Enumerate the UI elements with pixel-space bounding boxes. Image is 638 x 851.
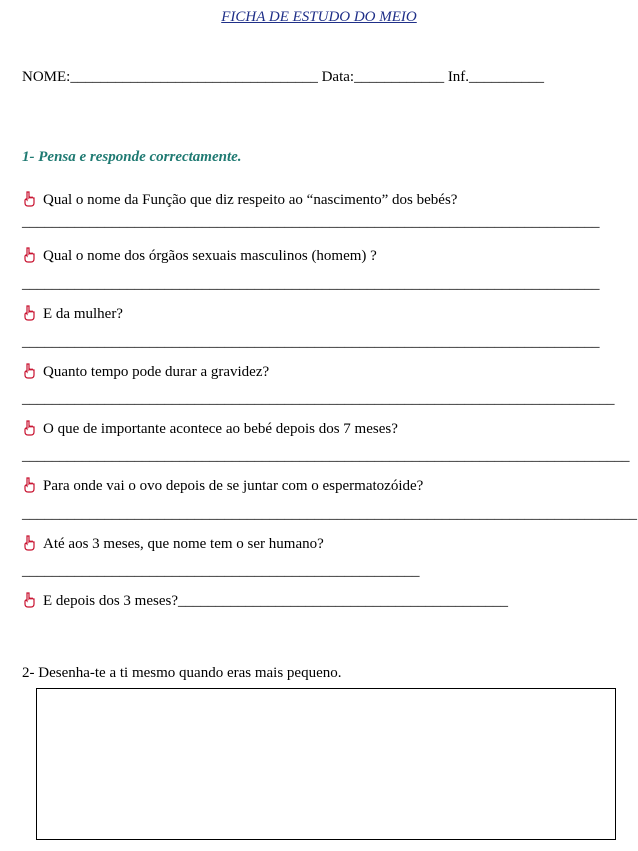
- page-title: FICHA DE ESTUDO DO MEIO: [221, 9, 417, 25]
- pointing-hand-icon: [22, 477, 36, 493]
- question-text: E da mulher?: [43, 306, 123, 322]
- question-4: [22, 363, 269, 381]
- question-1: [22, 191, 457, 209]
- pointing-hand-icon: [22, 592, 36, 608]
- question-text: Para onde vai o ovo depois de se juntar com o espermatozóide?: [43, 478, 424, 494]
- question-text: Qual o nome dos órgãos sexuais masculinos (homem) ?: [43, 248, 377, 264]
- question-text: Qual o nome da Função que diz respeito ao “nascimento” dos bebés?: [43, 192, 458, 208]
- question-text: O que de importante acontece ao bebé depois dos 7 meses?: [43, 421, 398, 437]
- pointing-hand-icon: [22, 363, 36, 379]
- question-6: [22, 477, 423, 495]
- pointing-hand-icon: [22, 305, 36, 321]
- question-text: Até aos 3 meses, que nome tem o ser humano?: [43, 536, 324, 552]
- answer-line-5[interactable]: _________________________________________________________________________________: [22, 448, 630, 464]
- question-2: [22, 247, 377, 265]
- answer-line-1[interactable]: _____________________________________________________________________________: [22, 214, 600, 230]
- pointing-hand-icon: [22, 420, 36, 436]
- pointing-hand-icon: [22, 191, 36, 207]
- question-5: [22, 420, 398, 438]
- name-date-line[interactable]: NOME:_________________________________ Data:____________ Inf.__________: [22, 69, 545, 85]
- drawing-box[interactable]: [36, 688, 616, 840]
- pointing-hand-icon: [22, 247, 36, 263]
- answer-line-2[interactable]: _____________________________________________________________________________: [22, 276, 600, 292]
- question-8: [22, 592, 508, 610]
- question-text: E depois dos 3 meses?____________________________________________: [43, 593, 508, 609]
- question-3: [22, 305, 123, 323]
- section-1-title: 1- Pensa e responde correctamente.: [22, 149, 242, 165]
- answer-line-6[interactable]: __________________________________________________________________________________: [22, 506, 637, 522]
- section-2-title: 2- Desenha-te a ti mesmo quando eras mais pequeno.: [22, 665, 342, 681]
- answer-line-7[interactable]: _____________________________________________________: [22, 563, 420, 579]
- pointing-hand-icon: [22, 535, 36, 551]
- answer-line-4[interactable]: _______________________________________________________________________________: [22, 391, 615, 407]
- answer-line-3[interactable]: _____________________________________________________________________________: [22, 334, 600, 350]
- question-text: Quanto tempo pode durar a gravidez?: [43, 364, 270, 380]
- question-7: [22, 535, 324, 553]
